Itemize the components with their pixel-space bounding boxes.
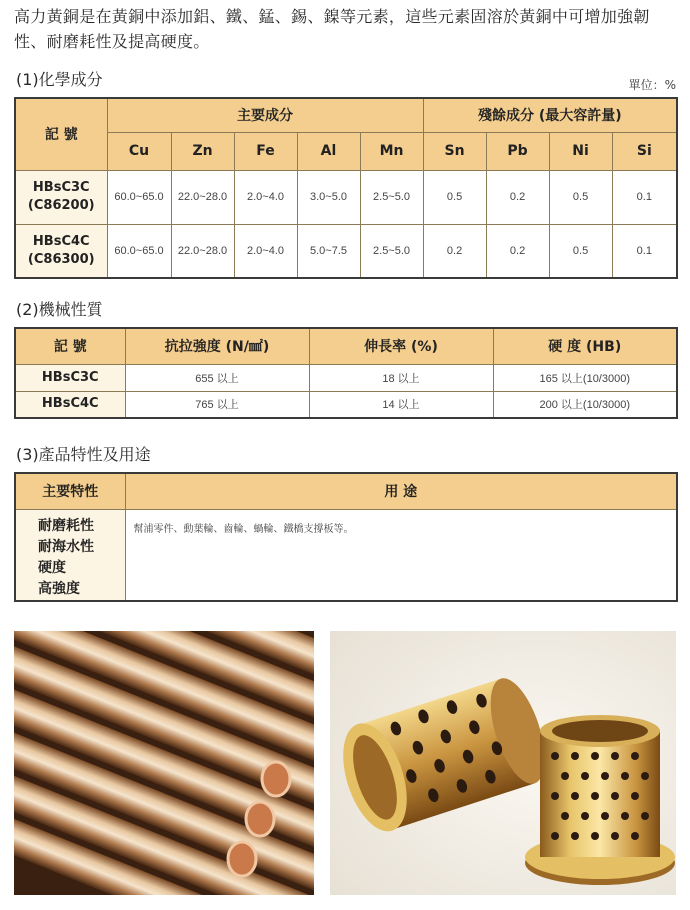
element-header: Cu bbox=[107, 132, 171, 170]
value-cell: 200 以上(10/3000) bbox=[493, 391, 677, 418]
brass-rods-photo bbox=[14, 631, 314, 895]
intro-paragraph: 高力黃銅是在黃銅中添加鋁、鐵、錳、錫、鎳等元素，這些元素固溶於黃銅中可增加強韌性、耐磨耗性及提高硬度。 bbox=[14, 7, 650, 51]
value-cell: 60.0~65.0 bbox=[107, 224, 171, 278]
section-title-mechanical: (2)機械性質 bbox=[16, 300, 103, 319]
header-code: 記 號 bbox=[15, 328, 125, 364]
features-uses-table bbox=[14, 472, 678, 602]
section-title-chemical: (1)化學成分 bbox=[16, 70, 103, 89]
value-cell: 3.0~5.0 bbox=[297, 170, 360, 224]
code-alt-label: (C86300) bbox=[27, 251, 95, 267]
value-cell: 165 以上(10/3000) bbox=[493, 364, 677, 391]
feature-item: 硬度 bbox=[38, 559, 66, 576]
value-cell: 2.5~5.0 bbox=[360, 224, 423, 278]
element-header: Zn bbox=[171, 132, 234, 170]
feature-item: 高強度 bbox=[38, 580, 80, 597]
value-cell: 22.0~28.0 bbox=[171, 224, 234, 278]
value-cell: 0.1 bbox=[612, 224, 677, 278]
table-row bbox=[15, 391, 677, 418]
row-code bbox=[15, 224, 107, 278]
value-cell: 2.5~5.0 bbox=[360, 170, 423, 224]
element-header: Sn bbox=[423, 132, 486, 170]
code-label: HBsC4C bbox=[32, 233, 90, 249]
row-code: HBsC3C bbox=[15, 364, 125, 391]
value-cell: 0.1 bbox=[612, 170, 677, 224]
value-cell: 18 以上 bbox=[309, 364, 493, 391]
element-header: Mn bbox=[360, 132, 423, 170]
value-cell: 655 以上 bbox=[125, 364, 309, 391]
value-cell: 2.0~4.0 bbox=[234, 224, 297, 278]
unit-label: 單位：% bbox=[628, 78, 676, 92]
row-code bbox=[15, 170, 107, 224]
header-hardness: 硬 度 (HB) bbox=[493, 328, 677, 364]
value-cell: 22.0~28.0 bbox=[171, 170, 234, 224]
value-cell: 60.0~65.0 bbox=[107, 170, 171, 224]
value-cell: 765 以上 bbox=[125, 391, 309, 418]
element-header: Fe bbox=[234, 132, 297, 170]
header-code: 記 號 bbox=[15, 98, 107, 170]
header-elongation: 伸長率 (%) bbox=[309, 328, 493, 364]
header-residual-components: 殘餘成分 (最大容許量) bbox=[423, 98, 677, 132]
feature-list bbox=[15, 509, 125, 601]
header-use: 用 途 bbox=[125, 473, 677, 509]
header-feature: 主要特性 bbox=[15, 473, 125, 509]
table-row bbox=[15, 224, 677, 278]
value-cell: 5.0~7.5 bbox=[297, 224, 360, 278]
element-header: Si bbox=[612, 132, 677, 170]
mechanical-properties-table bbox=[14, 327, 678, 419]
value-cell: 0.2 bbox=[423, 224, 486, 278]
table-row bbox=[15, 170, 677, 224]
element-header: Al bbox=[297, 132, 360, 170]
header-main-components: 主要成分 bbox=[107, 98, 423, 132]
feature-item: 耐磨耗性 bbox=[38, 517, 94, 534]
row-code: HBsC4C bbox=[15, 391, 125, 418]
value-cell: 0.5 bbox=[549, 224, 612, 278]
graphite-plugged-bushings-photo bbox=[330, 631, 676, 895]
value-cell: 0.5 bbox=[549, 170, 612, 224]
value-cell: 2.0~4.0 bbox=[234, 170, 297, 224]
chemical-composition-table bbox=[14, 97, 678, 279]
table-row bbox=[15, 509, 677, 601]
code-alt-label: (C86200) bbox=[27, 198, 95, 213]
value-cell: 0.2 bbox=[486, 170, 549, 224]
value-cell: 0.5 bbox=[423, 170, 486, 224]
table-row bbox=[15, 364, 677, 391]
use-description: 幫浦零件、動葉輪、齒輪、蝸輪、鐵橋支撐板等。 bbox=[125, 509, 677, 601]
element-header: Pb bbox=[486, 132, 549, 170]
code-label: HBsC3C bbox=[32, 180, 90, 195]
value-cell: 14 以上 bbox=[309, 391, 493, 418]
section-title-features: (3)產品特性及用途 bbox=[16, 445, 151, 464]
header-tensile-strength: 抗拉強度 (N/㎟) bbox=[125, 328, 309, 364]
value-cell: 0.2 bbox=[486, 224, 549, 278]
element-header: Ni bbox=[549, 132, 612, 170]
feature-item: 耐海水性 bbox=[38, 538, 94, 555]
